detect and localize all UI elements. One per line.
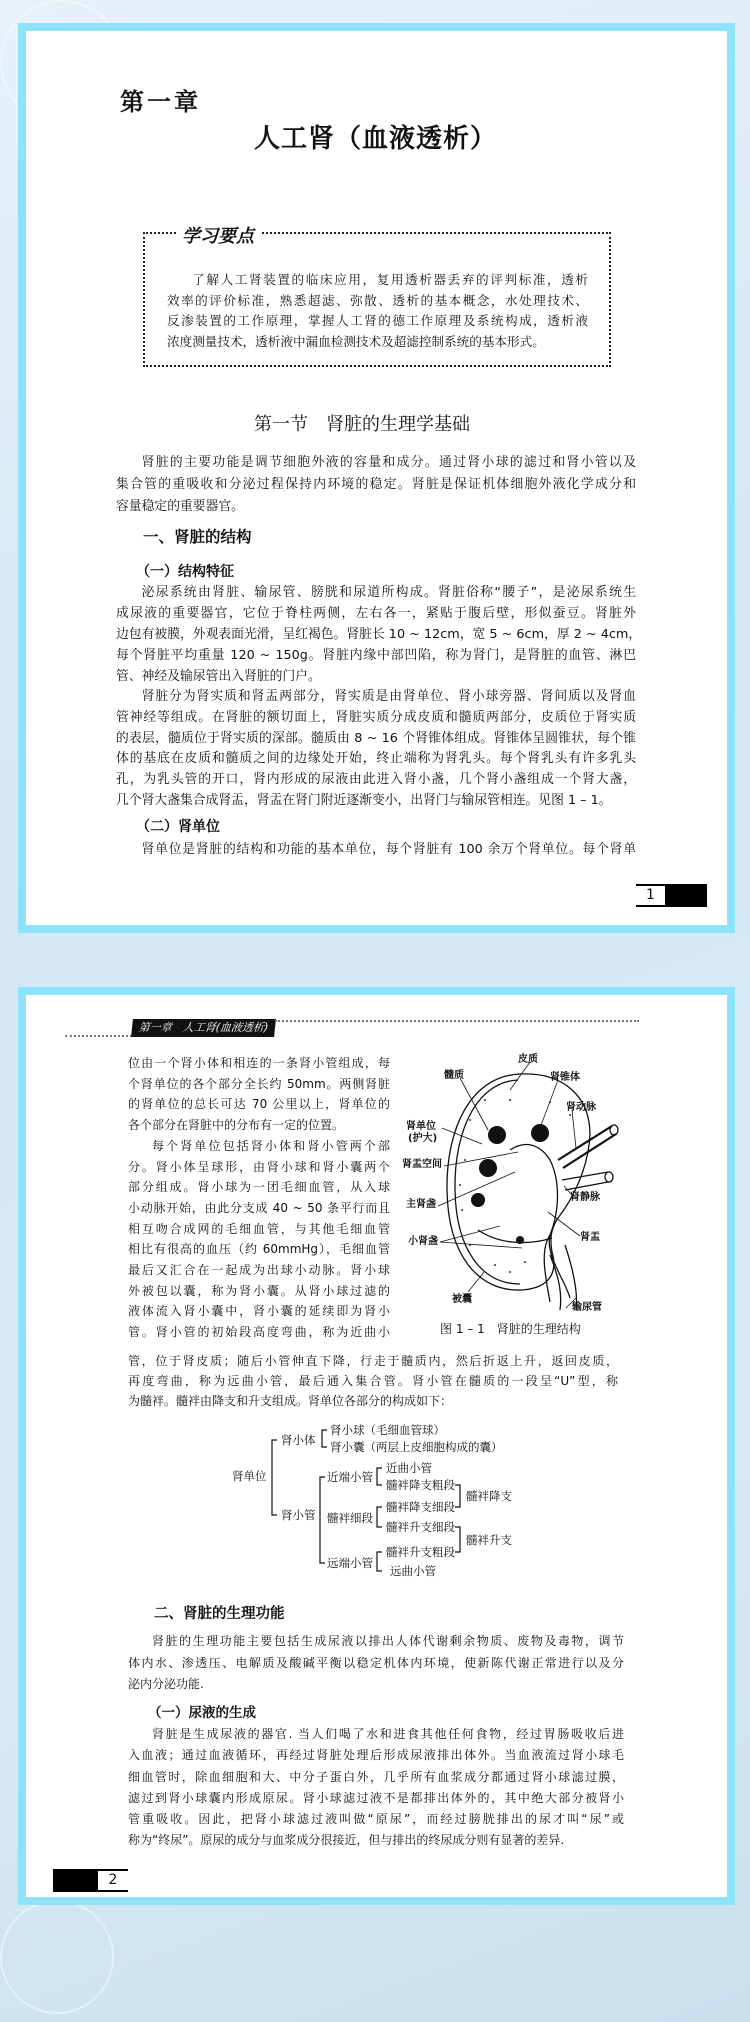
tree-thin-asc: 髓袢升支细段 <box>386 1520 455 1534</box>
chapter-label: 第一章 <box>120 87 201 116</box>
label-capsule: 被囊 <box>452 1294 472 1305</box>
text-line: 体的基底在皮质和髓质之间的边缘处开始，终止端称为肾乳头。每个肾乳头有许多乳头 <box>116 751 636 767</box>
section-title: 第一节 肾脏的生理学基础 <box>254 414 470 435</box>
paragraph-kidney-parts <box>116 687 636 812</box>
header-rule-left <box>65 1035 132 1037</box>
renal-pyramids <box>471 1124 549 1244</box>
figure-caption: 图 1 – 1 肾脏的生理结构 <box>440 1322 581 1336</box>
background-decoration <box>0 1900 114 2014</box>
text-line: 液体流入肾小囊中，肾小囊的延续即为肾小 <box>128 1304 390 1319</box>
page-number-text: 1 <box>636 886 665 905</box>
kidney-figure <box>400 1040 640 1320</box>
tree-thin-desc: 髓袢降支细段 <box>386 1500 455 1514</box>
page-number-text: 2 <box>98 1871 128 1890</box>
text-line: 几个肾大盏集合成肾盂，肾盂在肾门附近逐渐变小，出肾门与输尿管相连。见图 1 – 1。 <box>116 792 612 808</box>
paragraph-nephron-detail <box>128 1053 390 1343</box>
text-line: 每个肾脏平均重量 120 ~ 150g。肾脏内缘中部凹陷，称为肾门，是肾脏的血管、淋巴 <box>116 648 636 663</box>
ureter <box>550 1245 577 1310</box>
subheading-structural-features: （一）结构特征 <box>136 564 234 580</box>
text-line: 相互吻合成网的毛细血管，与其他毛细血管 <box>128 1221 390 1236</box>
label-cortex: 皮质 <box>518 1054 538 1065</box>
text-line: 称为“终尿”。原尿的成分与血浆成分很接近，但与排出的终尿成分则有显著的差异. <box>128 1833 565 1848</box>
text-line: 管神经等组成。在肾脏的额切面上，肾脏实质分成皮质和髓质两部分，皮质位于肾实质 <box>116 709 636 725</box>
page-number-2 <box>53 1869 128 1892</box>
paragraph-function <box>128 1631 624 1696</box>
text-line: 反渗装置的工作原理，掌握人工肾的德工作原理及系统构成，透析液 <box>167 313 588 329</box>
text-line: 外被包以囊，称为肾小囊。从肾小球过滤的 <box>128 1283 390 1298</box>
text-line: 成尿液的重要器官，它位于脊柱两侧，左右各一，紧贴于腹后壁，形似蚕豆。肾脏外 <box>116 606 636 621</box>
subheading-nephron: （二）肾单位 <box>136 819 220 835</box>
text-line: 边包有被膜，外观表面光滑，呈红褐色。肾脏长 10 ~ 12cm，宽 5 ~ 6cm，厚 2 ~ 4cm， <box>116 627 642 642</box>
label-pyramid: 肾锥体 <box>550 1072 580 1083</box>
subheading-urine-formation: （一）尿液的生成 <box>148 1705 256 1721</box>
tree-dct: 远曲小管 <box>390 1564 436 1578</box>
text-line: 肾脏是生成尿液的器官. 当人们喝了水和进食其他任何食物，经过胃肠吸收后进 <box>152 1727 624 1741</box>
renal-artery <box>558 1126 616 1168</box>
text-line: 为髓袢。髓袢由降支和升支组成。肾单位各部分的构成如下： <box>128 1394 453 1408</box>
text-line: 肾脏分为肾实质和肾盂两部分，肾实质是由肾单位、肾小球旁器、肾间质以及肾血 <box>141 689 636 704</box>
paragraph-intro <box>116 452 636 518</box>
text-line: 管、神经及输尿管出入肾脏的门户。 <box>116 669 321 684</box>
text-line: 小动脉开始，由此分支成 40 ~ 50 条平行而且 <box>128 1200 390 1215</box>
tree-tubule: 肾小管 <box>281 1508 316 1522</box>
text-line: 管，位于肾皮质；随后小管伸直下降，行走于髓质内，然后折返上升，返回皮质， <box>128 1354 618 1368</box>
text-line: 体内水、渗透压、电解质及酸碱平衡以稳定机体内环境，使新陈代谢正常进行以及分 <box>128 1655 624 1670</box>
page-number-tab <box>53 1871 98 1890</box>
text-line: 管重吸收。因此，把肾小球滤过液叫做“原尿”，而经过膀胱排出的尿才叫“尿”或 <box>128 1812 624 1827</box>
chapter-title: 人工肾（血液透析） <box>254 124 498 154</box>
label-nephron-note: (护大) <box>408 1133 438 1144</box>
label-pelvis: 肾盂 <box>580 1232 600 1243</box>
label-minor-calyx: 小肾盏 <box>408 1236 438 1247</box>
text-line: 部分组成。肾小球为一团毛细血管，从入球 <box>128 1180 390 1195</box>
label-ureter: 输尿管 <box>572 1302 602 1313</box>
renal-pelvis <box>510 1145 570 1302</box>
paragraph-urine <box>128 1724 624 1852</box>
learning-objectives-heading: 学习要点 <box>176 222 260 248</box>
stipple-dots <box>459 1099 571 1273</box>
label-sinus: 肾盂空间 <box>402 1159 442 1170</box>
text-line: 肾单位是肾脏的结构和功能的基本单位，每个肾脏有 100 余万个肾单位。每个肾单 <box>141 842 636 857</box>
text-line: 效率的评价标准，熟悉超滤、弥散、透析的基本概念，水处理技术、 <box>167 292 588 308</box>
header-rule-right <box>275 1020 639 1022</box>
tree-glomerulus: 肾小球（毛细血管球） <box>330 1423 445 1437</box>
tree-thick-desc: 髓袢降支粗段 <box>386 1478 455 1492</box>
text-line: 孔，为乳头管的开口，肾内形成的尿液由此进入肾小盏，几个肾小盏组成一个肾大盏， <box>116 772 636 788</box>
label-vein: 肾静脉 <box>570 1192 600 1203</box>
page-number-1 <box>636 884 707 907</box>
tree-pct: 近曲小管 <box>386 1461 432 1475</box>
text-line: 浓度测量技术，透析液中漏血检测技术及超滤控制系统的基本形式。 <box>167 334 545 350</box>
tree-proximal: 近端小管 <box>327 1470 373 1484</box>
tree-thick-asc: 髓袢升支粗段 <box>386 1545 455 1559</box>
paragraph-urinary-system <box>116 582 642 687</box>
text-line: 细血管时，除血细胞和大、中分子蛋白外，几乎所有血浆成分都通过肾小球滤过膜， <box>128 1769 624 1784</box>
text-line: 管。肾小管的初始段高度弯曲，称为近曲小 <box>128 1325 390 1340</box>
tree-thin-seg: 髓袢细段 <box>327 1511 373 1525</box>
text-line: 分。肾小体呈球形，由肾小球和肾小囊两个 <box>128 1159 390 1174</box>
text-line: 集合管的重吸收和分泌过程保持内环境的稳定。肾脏是保证机体细胞外液化学成分和 <box>116 477 636 492</box>
text-line: 各个部分在肾脏中的分布有一定的位置。 <box>128 1118 345 1133</box>
label-major-calyx: 主肾盏 <box>406 1199 436 1210</box>
text-line: 泌内分泌功能. <box>128 1677 204 1691</box>
tree-asc-limb: 髓袢升支 <box>466 1533 512 1547</box>
text-line: 相比有很高的血压（约 60mmHg），毛细血管 <box>128 1242 390 1257</box>
learning-objectives-text <box>167 270 588 353</box>
tree-corpuscle: 肾小体 <box>281 1433 316 1447</box>
text-line: 了解人工肾装置的临床应用，复用透析器丢弃的评判标准，透析 <box>192 272 588 287</box>
page-number-tab <box>665 886 707 905</box>
heading-kidney-structure: 一、肾脏的结构 <box>143 528 252 546</box>
renal-vein <box>562 1172 608 1190</box>
text-line: 每个肾单位包括肾小体和肾小管两个部 <box>152 1138 390 1153</box>
paragraph-nephron-start <box>116 839 636 860</box>
tree-desc-limb: 髓袢降支 <box>466 1489 512 1503</box>
text-line: 最后又汇合在一起成为出球小动脉。肾小球 <box>128 1263 390 1278</box>
tree-distal: 远端小管 <box>327 1556 373 1570</box>
tree-bowman: 肾小囊（两层上皮细胞构成的囊） <box>330 1440 503 1454</box>
text-line: 滤过到肾小球囊内形成原尿。肾小球滤过液不是都排出体外的，其中绝大部分被肾小 <box>128 1790 624 1805</box>
text-line: 容量稳定的重要器官。 <box>116 499 244 514</box>
heading-kidney-function: 二、肾脏的生理功能 <box>154 1606 285 1622</box>
text-line: 个肾单位的各个部分全长约 50mm。两侧肾脏 <box>128 1076 390 1091</box>
text-line: 肾脏的生理功能主要包括生成尿液以排出人体代谢剩余物质、废物及毒物，调节 <box>152 1634 624 1648</box>
paragraph-tubule <box>128 1351 618 1411</box>
label-medulla: 髓质 <box>444 1070 464 1081</box>
text-line: 的肾单位的总长可达 70 公里以上，肾单位的 <box>128 1097 390 1112</box>
running-header: 第一章 人工肾(血液透析) <box>131 1019 276 1037</box>
label-artery: 肾动脉 <box>566 1102 596 1113</box>
text-line: 泌尿系统由肾脏、输尿管、膀胱和尿道所构成。肾脏俗称“腰子”，是泌尿系统生 <box>141 585 636 600</box>
label-nephron: 肾单位 <box>406 1121 436 1132</box>
text-line: 肾脏的主要功能是调节细胞外液的容量和成分。通过肾小球的滤过和肾小管以及 <box>141 455 636 470</box>
text-line: 入血液；通过血液循环，再经过肾脏处理后形成尿液排出体外。当血液流过肾小球毛 <box>128 1748 624 1763</box>
text-line: 的表层，髓质位于肾实质的深部。髓质由 8 ~ 16 个肾锥体组成。肾锥体呈圆锥状，每个锥 <box>116 730 636 746</box>
text-line: 位由一个肾小体和相连的一条肾小管组成，每 <box>128 1056 390 1070</box>
text-line: 再度弯曲，称为远曲小管，最后通入集合管。肾小管在髓质的一段呈“U”型，称 <box>128 1374 618 1388</box>
tree-root: 肾单位 <box>232 1469 267 1483</box>
